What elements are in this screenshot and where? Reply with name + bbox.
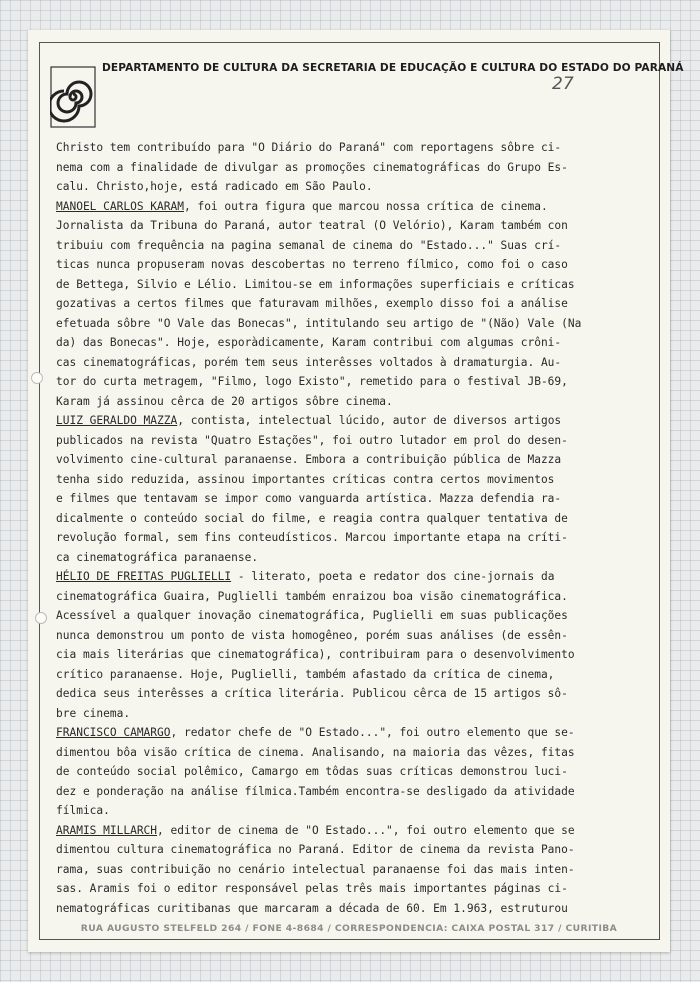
line-text: Christo tem contribuído para "O Diário do Paraná" com reportagens sôbre ci- [56,141,562,154]
text-line [56,879,650,899]
text-line [56,899,650,919]
line-text: , contista, intelectual lúcido, autor de diversos artigos [177,414,562,427]
text-line [56,567,650,587]
text-line [56,860,650,880]
line-text: nema com a finalidade de divulgar as promoções cinematográficas do Grupo Es- [56,160,568,174]
text-line [56,255,650,275]
critic-name: MANOEL CARLOS KARAM [56,199,184,213]
line-text: Acessível a qualquer inovação cinematográfica, Puglielli em suas publicações [56,609,568,622]
line-text: tor do curta metragem, "Filmo, logo Existo", remetido para o festival JB-69, [56,375,568,388]
critic-name: LUIZ GERALDO MAZZA [56,414,178,427]
text-line [56,509,650,529]
text-line [56,548,650,568]
critic-name: FRANCISCO CAMARGO [56,726,171,739]
text-line [56,801,650,821]
line-text: dez e ponderação na análise fílmica.Também encontra-se desligado da atividade [56,784,575,798]
line-text: - literato, poeta e redator dos cine-jornais da [231,570,555,583]
text-line [56,528,650,548]
line-text: fílmica. [56,804,110,817]
spiral-logo-icon [50,66,96,128]
text-line [56,626,650,646]
text-line [56,782,650,802]
line-text: cas cinematográficas, porém tem seus interêsses voltados à dramaturgia. Au- [56,355,562,369]
text-line [56,821,650,841]
department-header: DEPARTAMENTO DE CULTURA DA SECRETARIA DE EDUCAÇÃO E CULTURA DO ESTADO DO PARANÁ [102,62,684,74]
text-line [56,372,650,392]
line-text: gozativas a certos filmes que faturavam milhões, exemplo disso foi a análise [56,297,568,310]
punch-hole [35,612,47,624]
line-text: revolução formal, sem fins conteudísticos. Marcou importante etapa na críti- [56,531,568,544]
text-line [56,684,650,704]
text-line [56,216,650,236]
critic-name: HÉLIO DE FREITAS PUGLIELLI [56,570,232,583]
text-line [56,353,650,373]
line-text: dimentou bôa visão crítica de cinema. Analisando, na maioria das vêzes, fitas [56,745,575,759]
line-text: , foi outra figura que marcou nossa crítica de cinema. [183,199,548,213]
text-line [56,587,650,607]
line-text: crítico paranaense. Hoje, Puglielli, também afastado da crítica de cinema, [56,667,555,681]
line-text: Jornalista da Tribuna do Paraná, autor teatral (O Velório), Karam também con [56,219,568,232]
line-text: cinematográfica Guaira, Puglielli também enraizou boa visão cinematográfica. [56,589,568,603]
text-line [56,411,650,431]
text-line [56,743,650,763]
line-text: nunca demonstrou um ponto de vista homogêneo, porém suas análises (de essên- [56,628,568,642]
line-text: nematográficas curitibanas que marcaram a década de 60. Em 1.963, estruturou [56,901,568,915]
handwritten-page-number: 27 [552,74,574,94]
text-line [56,314,650,334]
text-line [56,275,650,295]
line-text: e filmes que tentavam se impor como vanguarda artística. Mazza defendia ra- [56,492,562,505]
line-text: efetuada sôbre "O Vale das Bonecas", intitulando seu artigo de "(Não) Vale (Na [56,316,582,330]
footer-address: RUA AUGUSTO STELFELD 264 / FONE 4-8684 / CORRESPONDENCIA: CAIXA POSTAL 317 / CURITIBA [80,923,618,934]
line-text: bre cinema. [56,706,131,720]
text-line [56,606,650,626]
line-text: de Bettega, Silvio e Lélio. Limitou-se em informações superficiais e críticas [56,277,575,291]
text-line [56,840,650,860]
line-text: dicalmente o conteúdo social do filme, e reagia contra qualquer tentativa de [56,511,568,525]
line-text: , redator chefe de "O Estado...", foi outro elemento que se- [170,726,575,739]
line-text: , editor de cinema de "O Estado...", foi outro elemento que se [157,823,575,837]
punch-hole [31,372,43,384]
text-line [56,431,650,451]
line-text: de conteúdo social polêmico, Camargo em tôdas suas críticas demonstrou luci- [56,765,568,778]
text-line [56,177,650,197]
line-text: Karam já assinou cêrca de 20 artigos sôbre cinema. [56,394,393,408]
typewritten-body [56,138,650,918]
critic-name: ARAMIS MILLARCH [56,823,158,837]
line-text: dedica seus interêsses a crítica literária. Publicou cêrca de 15 artigos sô- [56,687,568,700]
text-line [56,762,650,782]
text-line [56,704,650,724]
text-line [56,333,650,353]
line-text: ca cinematográfica paranaense. [56,550,259,564]
document-sheet [28,30,684,952]
line-text: da) das Bonecas". Hoje, esporàdicamente, Karam contribui com algumas crôni- [56,336,562,349]
text-line [56,645,650,665]
text-line [56,665,650,685]
line-text: sas. Aramis foi o editor responsável pelas três mais importantes páginas ci- [56,882,568,895]
text-line [56,723,650,743]
text-line [56,470,650,490]
line-text: calu. Christo,hoje, está radicado em São Paulo. [56,180,373,193]
text-line [56,489,650,509]
text-line [56,138,650,158]
text-line [56,294,650,314]
text-line [56,392,650,412]
line-text: tenha sido reduzida, assinou importantes críticas contra certos movimentos [56,472,555,486]
line-text: rama, suas contribuição no cenário intelectual paranaense foi das mais inten- [56,862,575,876]
line-text: cia mais literárias que cinematográfica), contribuiram para o desenvolvimento [56,648,575,661]
text-line [56,236,650,256]
line-text: volvimento cine-cultural paranaense. Embora a contribuição pública de Mazza [56,453,562,466]
line-text: tribuiu com frequência na pagina semanal de cinema do "Estado..." Suas crí- [56,238,562,252]
line-text: dimentou cultura cinematográfica no Paraná. Editor de cinema da revista Pano- [56,843,575,856]
line-text: ticas nunca propuseram novas descobertas no terreno fílmico, como foi o caso [56,258,568,271]
text-line [56,158,650,178]
text-line [56,197,650,217]
text-line [56,450,650,470]
line-text: publicados na revista "Quatro Estações", foi outro lutador em prol do desen- [56,433,568,447]
